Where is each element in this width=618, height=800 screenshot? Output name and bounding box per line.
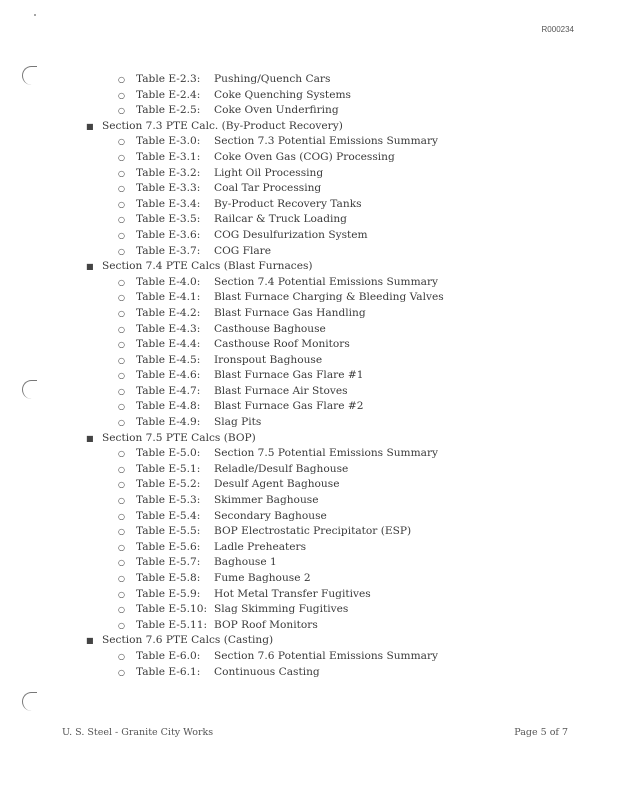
table-title: Desulf Agent Baghouse (214, 478, 340, 491)
table-entry (86, 509, 598, 525)
table-title: Railcar & Truck Loading (214, 213, 347, 226)
punch-hole-mark-top (22, 66, 37, 85)
circle-bullet-icon: ○ (118, 246, 125, 256)
table-entry (86, 618, 598, 634)
table-entry (86, 322, 598, 338)
circle-bullet-icon: ○ (118, 527, 125, 537)
section-title: Section 7.3 PTE Calc. (By-Product Recovery) (102, 119, 343, 132)
table-title: Blast Furnace Gas Flare #2 (214, 400, 364, 413)
footer-company: U. S. Steel - Granite City Works (62, 727, 214, 738)
circle-bullet-icon: ○ (118, 90, 125, 100)
section-heading (86, 119, 598, 135)
table-title: Section 7.4 Potential Emissions Summary (214, 275, 438, 288)
circle-bullet-icon: ○ (118, 230, 125, 240)
table-number: Table E-4.2: (136, 306, 201, 319)
table-entry (86, 587, 598, 603)
circle-bullet-icon: ○ (118, 308, 125, 318)
table-title: Secondary Baghouse (214, 509, 327, 522)
table-number: Table E-3.2: (136, 166, 201, 179)
table-title: Skimmer Baghouse (214, 494, 319, 507)
table-entry (86, 602, 598, 618)
table-entry (86, 244, 598, 260)
circle-bullet-icon: ○ (118, 199, 125, 209)
circle-bullet-icon: ○ (118, 449, 125, 459)
table-entry (86, 88, 598, 104)
table-number: Table E-6.0: (136, 649, 201, 662)
table-title: Slag Pits (214, 416, 262, 429)
section-heading (86, 633, 598, 649)
circle-bullet-icon: ○ (118, 620, 125, 630)
section-title: Section 7.5 PTE Calcs (BOP) (102, 431, 256, 444)
circle-bullet-icon: ○ (118, 184, 125, 194)
section-title: Section 7.4 PTE Calcs (Blast Furnaces) (102, 260, 313, 273)
table-entry (86, 540, 598, 556)
section-title: Section 7.6 PTE Calcs (Casting) (102, 634, 274, 647)
table-number: Table E-3.3: (136, 182, 201, 195)
table-entry (86, 72, 598, 88)
table-title: Section 7.3 Potential Emissions Summary (214, 135, 438, 148)
table-entry (86, 649, 598, 665)
table-entry (86, 384, 598, 400)
table-entry (86, 462, 598, 478)
table-title: Baghouse 1 (214, 556, 277, 569)
table-number: Table E-4.5: (136, 353, 201, 366)
table-number: Table E-5.5: (136, 525, 201, 538)
table-number: Table E-5.0: (136, 447, 201, 460)
circle-bullet-icon: ○ (118, 402, 125, 412)
table-entry (86, 415, 598, 431)
table-number: Table E-3.5: (136, 213, 201, 226)
table-number: Table E-4.8: (136, 400, 201, 413)
table-entry (86, 103, 598, 119)
document-id: R000234 (541, 25, 574, 34)
table-number: Table E-5.8: (136, 572, 201, 584)
table-entry (86, 197, 598, 213)
table-title: BOP Electrostatic Precipitator (ESP) (214, 525, 412, 538)
circle-bullet-icon: ○ (118, 137, 125, 147)
table-title: Coke Oven Underfiring (214, 104, 339, 117)
table-title: Continuous Casting (214, 665, 320, 678)
table-title: Hot Metal Transfer Fugitives (214, 587, 371, 600)
table-title: Ironspout Baghouse (214, 353, 323, 366)
table-number: Table E-3.7: (136, 244, 201, 257)
table-entry (86, 399, 598, 415)
table-entry (86, 353, 598, 369)
table-entry (86, 181, 598, 197)
table-number: Table E-5.3: (136, 494, 201, 507)
table-title: Blast Furnace Air Stoves (214, 384, 348, 397)
table-number: Table E-5.4: (136, 509, 201, 522)
circle-bullet-icon: ○ (118, 496, 125, 506)
table-number: Table E-5.1: (136, 462, 201, 475)
table-title: Section 7.5 Potential Emissions Summary (214, 447, 438, 460)
table-title: Light Oil Processing (214, 166, 324, 179)
circle-bullet-icon: ○ (118, 651, 125, 661)
table-number: Table E-5.11: (136, 618, 208, 631)
table-title: Casthouse Roof Monitors (214, 338, 350, 351)
circle-bullet-icon: ○ (118, 215, 125, 225)
table-entry (86, 212, 598, 228)
table-number: Table E-3.4: (136, 197, 201, 210)
table-number: Table E-4.0: (136, 275, 201, 288)
table-number: Table E-5.10: (136, 603, 208, 616)
table-entry (86, 571, 598, 587)
table-title: By-Product Recovery Tanks (214, 197, 362, 210)
circle-bullet-icon: ○ (118, 542, 125, 552)
table-title: Reladle/Desulf Baghouse (214, 462, 349, 475)
table-entry (86, 555, 598, 571)
table-title: Coal Tar Processing (214, 182, 322, 195)
table-title: COG Desulfurization System (214, 228, 368, 241)
circle-bullet-icon: ○ (118, 371, 125, 381)
table-title: Coke Quenching Systems (214, 88, 351, 101)
table-title: Slag Skimming Fugitives (214, 603, 349, 616)
table-number: Table E-5.6: (136, 540, 201, 553)
table-title: Coke Oven Gas (COG) Processing (214, 150, 395, 163)
table-entry (86, 446, 598, 462)
table-title: Ladle Preheaters (214, 540, 307, 553)
table-number: Table E-5.7: (136, 556, 201, 569)
circle-bullet-icon: ○ (118, 355, 125, 365)
circle-bullet-icon: ○ (118, 340, 125, 350)
table-entry (86, 150, 598, 166)
table-number: Table E-2.5: (136, 104, 201, 117)
circle-bullet-icon: ○ (118, 464, 125, 474)
table-entry (86, 493, 598, 509)
square-bullet-icon: ■ (86, 121, 94, 131)
circle-bullet-icon: ○ (118, 324, 125, 334)
square-bullet-icon: ■ (86, 262, 94, 272)
square-bullet-icon: ■ (86, 433, 94, 443)
table-number: Table E-4.3: (136, 322, 201, 335)
scan-speck (34, 14, 36, 16)
square-bullet-icon: ■ (86, 636, 94, 646)
table-title: Blast Furnace Charging & Bleeding Valves (214, 291, 444, 304)
table-number: Table E-4.1: (136, 291, 201, 304)
table-entry (86, 524, 598, 540)
table-entry (86, 368, 598, 384)
table-entry (86, 306, 598, 322)
table-number: Table E-3.1: (136, 150, 201, 163)
circle-bullet-icon: ○ (118, 558, 125, 568)
circle-bullet-icon: ○ (118, 152, 125, 162)
circle-bullet-icon: ○ (118, 667, 125, 677)
table-number: Table E-2.3: (136, 73, 201, 85)
table-title: Casthouse Baghouse (214, 322, 326, 335)
section-heading (86, 431, 598, 447)
table-entry (86, 228, 598, 244)
table-entry (86, 134, 598, 150)
table-number: Table E-4.9: (136, 416, 201, 429)
table-entry (86, 290, 598, 306)
table-number: Table E-6.1: (136, 665, 201, 678)
circle-bullet-icon: ○ (118, 605, 125, 615)
circle-bullet-icon: ○ (118, 574, 125, 583)
table-title: Section 7.6 Potential Emissions Summary (214, 649, 438, 662)
table-title: Blast Furnace Gas Handling (214, 306, 366, 319)
punch-hole-mark-bottom (22, 692, 37, 711)
circle-bullet-icon: ○ (118, 418, 125, 428)
circle-bullet-icon: ○ (118, 386, 125, 396)
table-number: Table E-4.6: (136, 369, 201, 382)
table-entry (86, 337, 598, 353)
table-of-contents-outline (86, 72, 598, 680)
table-entry (86, 665, 598, 681)
circle-bullet-icon: ○ (118, 106, 125, 116)
circle-bullet-icon: ○ (118, 277, 125, 287)
table-title: BOP Roof Monitors (214, 618, 318, 631)
table-number: Table E-3.0: (136, 135, 201, 148)
table-title: Pushing/Quench Cars (214, 73, 331, 85)
circle-bullet-icon: ○ (118, 511, 125, 521)
section-heading (86, 259, 598, 275)
circle-bullet-icon: ○ (118, 293, 125, 303)
table-title: COG Flare (214, 244, 272, 257)
circle-bullet-icon: ○ (118, 480, 125, 490)
table-number: Table E-5.2: (136, 478, 201, 491)
table-number: Table E-4.4: (136, 338, 201, 351)
table-entry (86, 275, 598, 291)
table-entry (86, 166, 598, 182)
table-title: Blast Furnace Gas Flare #1 (214, 369, 364, 382)
table-title: Fume Baghouse 2 (214, 572, 311, 584)
footer-page-number: Page 5 of 7 (514, 727, 568, 738)
table-number: Table E-5.9: (136, 587, 201, 600)
table-number: Table E-2.4: (136, 88, 201, 101)
punch-hole-mark-middle (22, 380, 37, 399)
circle-bullet-icon: ○ (118, 75, 125, 84)
table-entry (86, 477, 598, 493)
circle-bullet-icon: ○ (118, 168, 125, 178)
table-number: Table E-3.6: (136, 228, 201, 241)
circle-bullet-icon: ○ (118, 589, 125, 599)
table-number: Table E-4.7: (136, 384, 201, 397)
